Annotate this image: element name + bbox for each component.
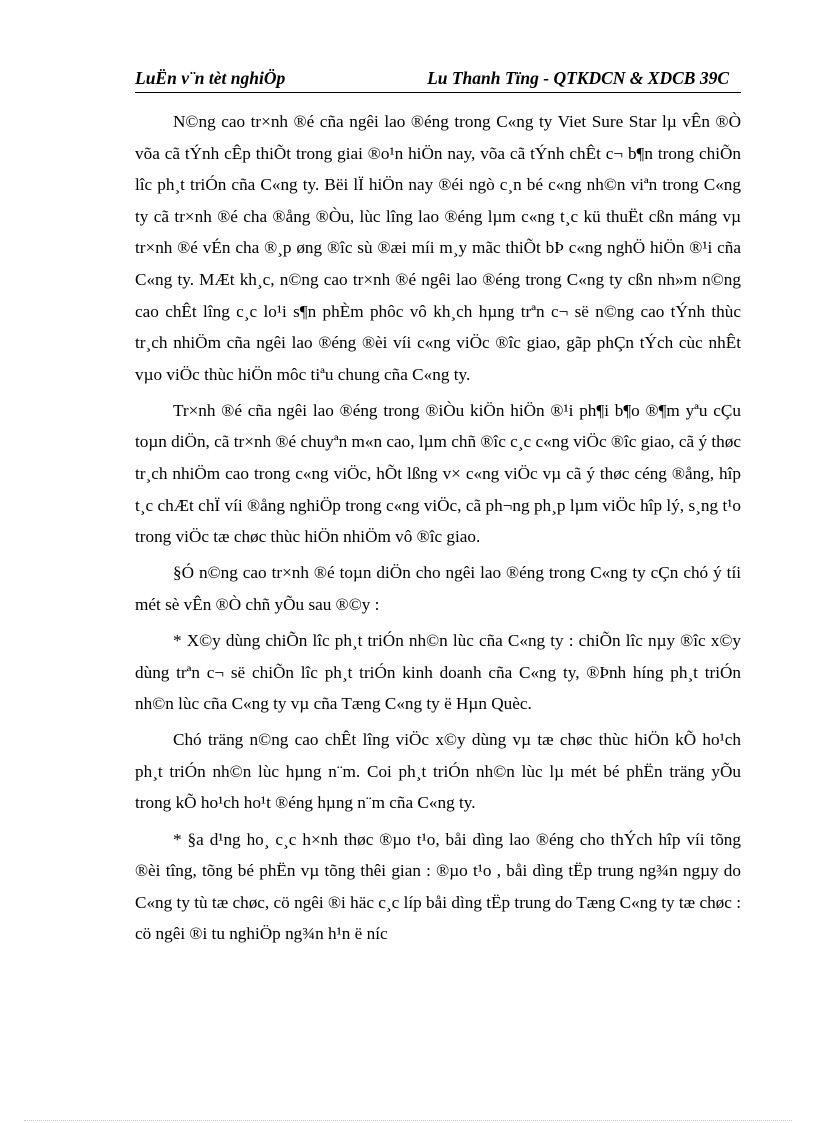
page-bottom-border: [24, 1120, 792, 1121]
paragraph: §Ó n©ng cao tr×nh ®é toµn diÖn cho ngêi lao ®éng trong C«ng ty cÇn chó ý tíi mét sè vÊn ®Ò chñ yÕu sau ®©y :: [135, 563, 741, 614]
header-thesis-title: LuËn v¨n tèt nghiÖp: [135, 68, 286, 88]
paragraph: N©ng cao tr×nh ®é cña ngêi lao ®éng trong C«ng ty Viet Sure Star lµ vÊn ®Ò võa cã tÝnh cÊp thiÕt trong giai ®o¹n hiÖn nay, võa cã tÝnh chÊt c¬ b¶n trong chiÕn lîc ph¸t triÓn cña C«ng ty. Bëi lÏ hiÖn nay ®éi ngò c¸n bé c«ng nh©n viªn trong C«ng ty cã tr×nh ®é cha ®ång ®Òu, lùc lîng lao ®éng lµm c«ng t¸c kü thuËt cßn máng vµ tr×nh ®é vÉn cha ®¸p øng ®îc sù ®æi míi m¸y mãc thiÕt bÞ c«ng nghÖ hiÖn ®¹i cña C«ng ty. MÆt kh¸c, n©ng cao tr×nh ®é ngêi lao ®éng trong C«ng ty cßn nh»m n©ng cao chÊt lîng c¸c lo¹i s¶n phÈm phôc vô kh¸ch hµng trªn c¬ së n©ng cao tÝnh thùc tr¸ch nhiÖm cña ngêi lao ®éng ®èi víi c«ng viÖc ®îc giao, gãp phÇn tÝch cùc nhÊt vµo viÖc thùc hiÖn môc tiªu chung cña C«ng ty.: [135, 112, 741, 384]
header-author: Lu Thanh Tïng - QTKDCN & XDCB 39C: [427, 68, 729, 88]
page-header: [135, 68, 741, 93]
paragraph: Tr×nh ®é cña ngêi lao ®éng trong ®iÒu kiÖn hiÖn ®¹i ph¶i b¶o ®¶m yªu cÇu toµn diÖn, cã tr×nh ®é chuyªn m«n cao, lµm chñ ®îc c¸c c«ng viÖc ®îc giao, cã ý thøc tr¸ch nhiÖm cao trong c«ng viÖc, hÕt lßng v× c«ng viÖc vµ cã ý thøc céng ®ång, hîp t¸c chÆt chÏ víi ®ång nghiÖp trong c«ng viÖc, cã ph¬ng ph¸p lµm viÖc hîp lý, s¸ng t¹o trong viÖc tæ chøc thùc hiÖn nhiÖm vô ®îc giao.: [135, 400, 741, 547]
paragraph: * §a d¹ng ho¸ c¸c h×nh thøc ®µo t¹o, båi dìng lao ®éng cho thÝch hîp víi tõng ®èi tîng, tõng bé phËn vµ tõng thêi gian : ®µo t¹o , båi dìng tËp trung ng¾n ngµy do C«ng ty tù tæ chøc, cö ngêi ®i häc c¸c líp båi dìng tËp trung do Tæng C«ng ty tæ chøc : cö ngêi ®i tu nghiÖp ng¾n h¹n ë níc: [135, 829, 741, 944]
paragraph: Chó träng n©ng cao chÊt lîng viÖc x©y dùng vµ tæ chøc thùc hiÖn kÕ ho¹ch ph¸t triÓn nh©n lùc hµng n¨m. Coi ph¸t triÓn nh©n lùc lµ mét bé phËn träng yÕu trong kÕ ho¹ch ho¹t ®éng hµng n¨m cña C«ng ty.: [135, 730, 741, 813]
paragraph: * X©y dùng chiÕn lîc ph¸t triÓn nh©n lùc cña C«ng ty : chiÕn lîc nµy ®îc x©y dùng trªn c¬ së chiÕn lîc ph¸t triÓn kinh doanh cña C«ng ty, ®Þnh híng ph¸t triÓn nh©n lùc cña C«ng ty vµ cña Tæng C«ng ty ë Hµn Quèc.: [135, 631, 741, 714]
document-body: [135, 106, 741, 954]
